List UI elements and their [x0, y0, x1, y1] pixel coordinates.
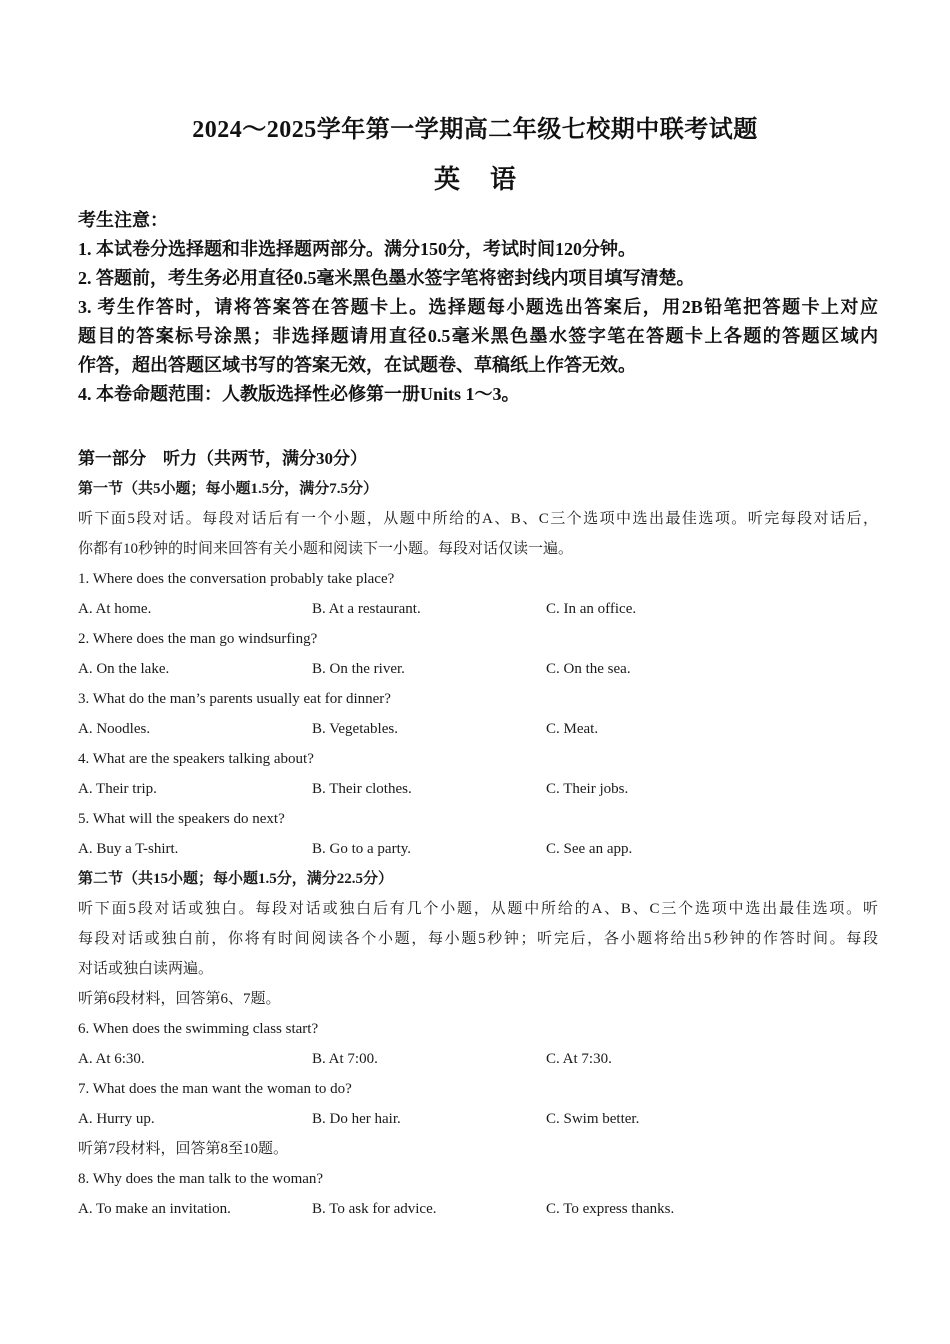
listening-section [78, 474, 878, 1224]
question-7: 7. What does the man want the woman to do? [78, 1081, 352, 1097]
question-8: 8. Why does the man talk to the woman? [78, 1171, 324, 1187]
question-6-options [78, 1044, 878, 1074]
option-b: B. Do her hair. [312, 1111, 401, 1127]
section-2-instruction-line-3: 对话或独白读两遍。 [78, 961, 214, 977]
notice-heading: 考生注意： [78, 210, 168, 230]
option-c: C. To express thanks. [546, 1201, 675, 1217]
part-1-heading: 第一部分 听力（共两节，满分30分） [78, 449, 367, 468]
option-c: C. On the sea. [546, 661, 631, 677]
notice-item-3-line-1: 3. 考生作答时，请将答案答在答题卡上。选择题每小题选出答案后，用2B铅笔把答题卡上对应 [78, 297, 878, 317]
question-4-options [78, 774, 878, 804]
subject-title: 英语 [433, 165, 546, 194]
section-2-instruction-line-2: 每段对话或独白前，你将有时间阅读各个小题，每小题5秒钟；听完后，各小题将给出5秒钟的作答时间。每段 [78, 931, 878, 947]
question-1: 1. Where does the conversation probably take place? [78, 571, 395, 587]
question-5-options [78, 834, 878, 864]
option-a: A. Hurry up. [78, 1111, 155, 1127]
question-8-options [78, 1194, 878, 1224]
exam-title: 2024～2025学年第一学期高二年级七校期中联考试题 [192, 117, 758, 143]
option-a: A. At 6:30. [78, 1051, 145, 1067]
notice-item-2: 2. 答题前，考生务必用直径0.5毫米黑色墨水签字笔将密封线内项目填写清楚。 [78, 268, 695, 288]
candidate-notice [78, 206, 878, 409]
option-b: B. On the river. [312, 661, 405, 677]
option-c: C. At 7:30. [546, 1051, 612, 1067]
option-b: B. At 7:00. [312, 1051, 378, 1067]
option-a: A. At home. [78, 601, 152, 617]
option-c: C. Swim better. [546, 1111, 640, 1127]
option-a: A. On the lake. [78, 661, 170, 677]
material-6-note: 听第6段材料，回答第6、7题。 [78, 991, 281, 1007]
question-2-options [78, 654, 878, 684]
notice-item-1: 1. 本试卷分选择题和非选择题两部分。满分150分，考试时间120分钟。 [78, 239, 636, 259]
option-b: B. Vegetables. [312, 721, 398, 737]
notice-item-3-line-3: 作答，超出答题区域书写的答案无效，在试题卷、草稿纸上作答无效。 [78, 355, 636, 375]
option-a: A. Noodles. [78, 721, 151, 737]
question-3: 3. What do the man’s parents usually eat for dinner? [78, 691, 391, 707]
question-3-options [78, 714, 878, 744]
section-1-heading: 第一节（共5小题；每小题1.5分，满分7.5分） [78, 481, 379, 497]
option-c: C. Their jobs. [546, 781, 629, 797]
question-6: 6. When does the swimming class start? [78, 1021, 319, 1037]
option-a: A. To make an invitation. [78, 1201, 231, 1217]
option-b: B. To ask for advice. [312, 1201, 437, 1217]
option-b: B. Go to a party. [312, 841, 412, 857]
material-7-note: 听第7段材料，回答第8至10题。 [78, 1141, 289, 1157]
option-a: A. Their trip. [78, 781, 157, 797]
option-b: B. At a restaurant. [312, 601, 421, 617]
notice-item-4: 4. 本卷命题范围：人教版选择性必修第一册Units 1～3。 [78, 384, 520, 404]
question-5: 5. What will the speakers do next? [78, 811, 285, 827]
section-1-instruction-line-2: 你都有10秒钟的时间来回答有关小题和阅读下一小题。每段对话仅读一遍。 [78, 541, 574, 557]
question-1-options [78, 594, 878, 624]
question-2: 2. Where does the man go windsurfing? [78, 631, 318, 647]
question-7-options [78, 1104, 878, 1134]
option-a: A. Buy a T-shirt. [78, 841, 179, 857]
section-1-instruction-line-1: 听下面5段对话。每段对话后有一个小题，从题中所给的A、B、C三个选项中选出最佳选项。听完每段对话后， [78, 511, 878, 527]
question-4: 4. What are the speakers talking about? [78, 751, 314, 767]
option-c: C. See an app. [546, 841, 633, 857]
section-2-heading: 第二节（共15小题；每小题1.5分，满分22.5分） [78, 871, 394, 887]
notice-item-3-line-2: 题目的答案标号涂黑；非选择题请用直径0.5毫米黑色墨水签字笔在答题卡上各题的答题区域内 [78, 326, 878, 346]
option-c: C. Meat. [546, 721, 599, 737]
section-2-instruction-line-1: 听下面5段对话或独白。每段对话或独白后有几个小题，从题中所给的A、B、C三个选项中选出最佳选项。听 [78, 901, 878, 917]
option-c: C. In an office. [546, 601, 637, 617]
option-b: B. Their clothes. [312, 781, 412, 797]
